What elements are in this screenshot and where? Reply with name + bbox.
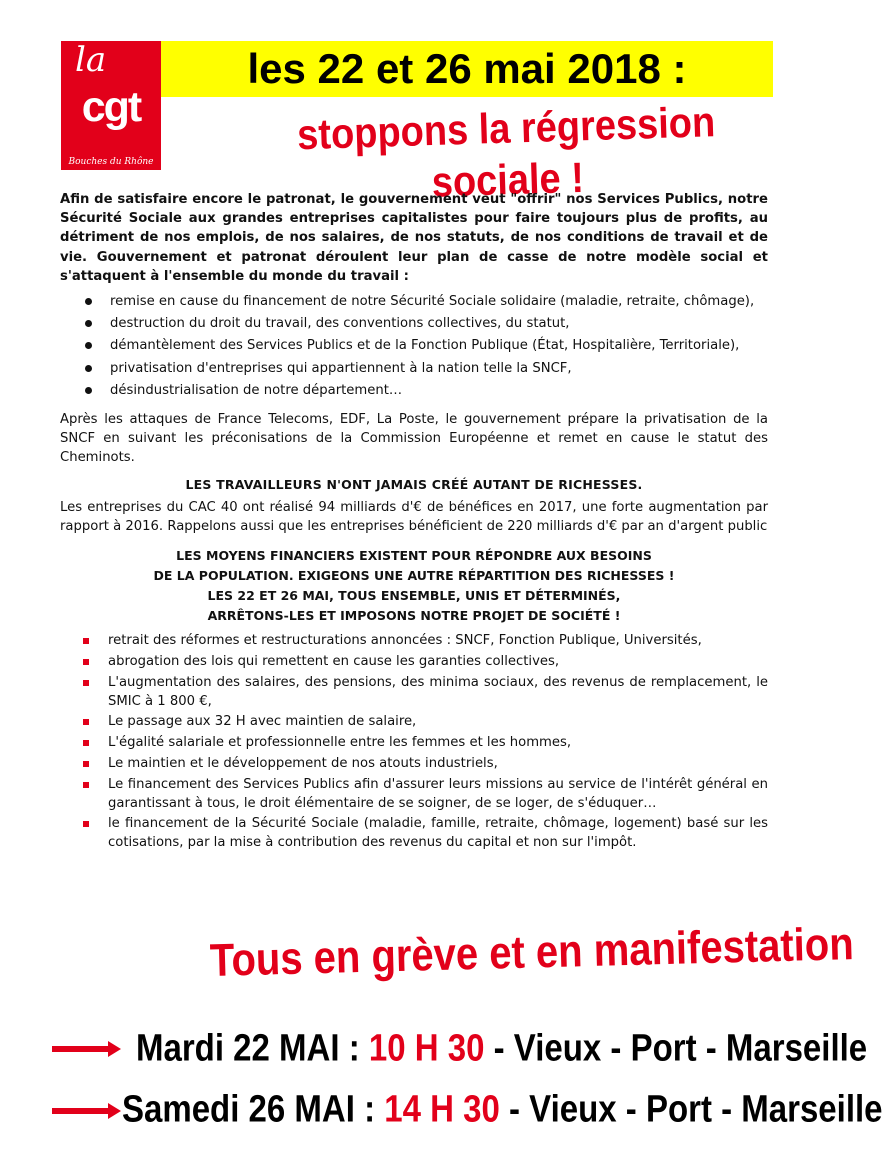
page-subtitle: stoppons la régression sociale ! [296, 99, 716, 207]
headline-line: DE LA POPULATION. EXIGEONS UNE AUTRE RÉPARTITION DES RICHESSES ! [153, 568, 675, 584]
logo-department-text: Bouches du Rhône [68, 157, 154, 167]
event-day: Samedi 26 MAI : [122, 1087, 376, 1130]
list-item: abrogation des lois qui remettent en cause les garanties collectives, [60, 653, 768, 672]
event-time: 10 H 30 [368, 1026, 485, 1069]
list-item: remise en cause du financement de notre Sécurité Sociale solidaire (maladie, retraite, chômage), [60, 292, 768, 311]
event-line [136, 1025, 867, 1071]
list-item: Le passage aux 32 H avec maintien de salaire, [60, 713, 768, 732]
event-line [122, 1086, 883, 1132]
arrow-icon [52, 1046, 109, 1052]
list-item: Le maintien et le développement de nos atouts industriels, [60, 755, 768, 774]
logo-la-text: la [75, 40, 107, 80]
event-time: 14 H 30 [384, 1087, 500, 1130]
list-item: le financement de la Sécurité Sociale (maladie, famille, retraite, chômage, logement) basé sur les cotisations, par la mise à contribution des revenus du capital et non sur l'impôt. [60, 815, 768, 853]
logo-cgt-text: cgt [81, 83, 141, 131]
attacks-list [60, 292, 768, 400]
profits-paragraph: Les entreprises du CAC 40 ont réalisé 94 milliards d'€ de bénéfices en 2017, une forte augmentation par rapport à 2016. Rappelons aussi que les entreprises bénéficient de 220 milliards d'€ par an d'argent public [60, 499, 768, 535]
headline-line: ARRÊTONS-LES ET IMPOSONS NOTRE PROJET DE SOCIÉTÉ ! [207, 608, 621, 624]
list-item: démantèlement des Services Publics et de la Fonction Publique (État, Hospitalière, Territoriale), [60, 336, 768, 355]
main-content [60, 190, 768, 855]
list-item: retrait des réformes et restructurations annoncées : SNCF, Fonction Publique, Universités, [60, 632, 768, 651]
list-item: L'égalité salariale et professionnelle entre les femmes et les hommes, [60, 734, 768, 753]
intro-paragraph: Afin de satisfaire encore le patronat, le gouvernement veut "offrir" nos Services Publics, notre Sécurité Sociale aux grandes entreprises capitalistes pour faire toujours plus de profits, au détriment de nos emplois, de nos salaires, de nos statuts, de nos conditions de travail et de vie. Gouvernement et patronat déroulent leur plan de casse de notre modèle social et s'attaquent à l'ensemble du monde du travail : [60, 192, 768, 284]
list-item: L'augmentation des salaires, des pensions, des minima sociaux, des revenus de remplacement, le SMIC à 1 800 €, [60, 674, 768, 712]
strike-call: Tous en grève et en manifestation [209, 918, 855, 987]
title-banner [161, 41, 773, 97]
headline-line: LES MOYENS FINANCIERS EXISTENT POUR RÉPONDRE AUX BESOINS [176, 548, 652, 564]
list-item: privatisation d'entreprises qui appartiennent à la nation telle la SNCF, [60, 359, 768, 378]
demands-list [60, 632, 768, 853]
headline-line: LES 22 ET 26 MAI, TOUS ENSEMBLE, UNIS ET DÉTERMINÉS, [207, 588, 621, 604]
event-day: Mardi 22 MAI : [136, 1026, 360, 1069]
page-title: les 22 et 26 mai 2018 : [247, 45, 687, 92]
cgt-logo [61, 41, 161, 170]
list-item: Le financement des Services Publics afin d'assurer leurs missions au service de l'intérêt général en garantissant à tous, le droit élémentaire de se soigner, de se loger, de s'éduquer… [60, 776, 768, 814]
event-place: - Vieux - Port - Marseille [493, 1026, 868, 1069]
privatisation-paragraph: Après les attaques de France Telecoms, EDF, La Poste, le gouvernement prépare la privatisation de la SNCF en suivant les préconisations de la Commission Européenne et remet en cause le statut des Cheminots. [60, 412, 768, 466]
arrow-icon [52, 1108, 109, 1114]
list-item: désindustrialisation de notre département… [60, 381, 768, 400]
wealth-headline: LES TRAVAILLEURS N'ONT JAMAIS CRÉÉ AUTANT DE RICHESSES. [185, 476, 643, 492]
demands-headline [60, 546, 768, 626]
event-place: - Vieux - Port - Marseille [509, 1087, 883, 1130]
list-item: destruction du droit du travail, des conventions collectives, du statut, [60, 314, 768, 333]
